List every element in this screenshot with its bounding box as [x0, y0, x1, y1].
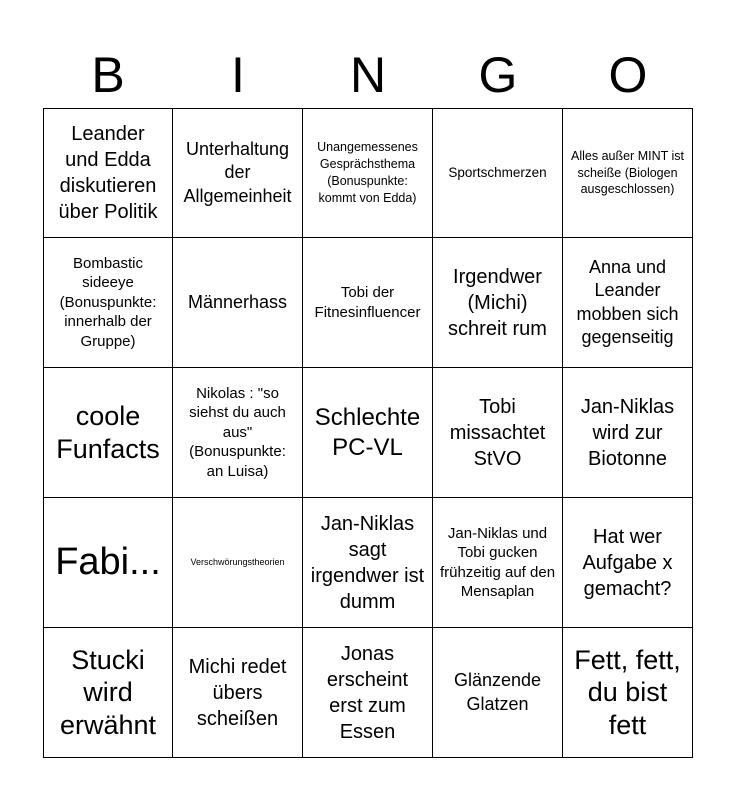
bingo-cell[interactable]: [303, 368, 433, 498]
cell-text: Leander und Edda diskutieren über Politik: [58, 123, 158, 223]
bingo-cell[interactable]: [173, 108, 303, 238]
bingo-cell[interactable]: [563, 368, 693, 498]
cell-text: Jan-Niklas sagt irgendwer ist dumm: [310, 512, 425, 613]
header-letter-b: B: [91, 47, 125, 103]
cell-text: Irgendwer (Michi) schreit rum: [448, 265, 547, 340]
cell-text: Sportschmerzen: [448, 164, 547, 180]
cell-text: Fett, fett, du bist fett: [574, 644, 681, 740]
bingo-cell[interactable]: [43, 628, 173, 758]
bingo-cell[interactable]: [173, 238, 303, 368]
cell-text: Jan-Niklas wird zur Biotonne: [580, 395, 675, 470]
cell-text: coole Funfacts: [56, 401, 160, 464]
cell-text: Tobi missachtet StVO: [449, 395, 546, 470]
bingo-header: [43, 44, 693, 106]
cell-text: Nikolas : "so siehst du auch aus" (Bonuspunkte: an Luisa): [189, 384, 286, 480]
bingo-cell[interactable]: [43, 368, 173, 498]
cell-text: Männerhass: [187, 291, 288, 312]
cell-text: Schlechte PC-VL: [314, 403, 421, 461]
cell-text: Stucki wird erwähnt: [59, 644, 157, 740]
cell-text: Anna und Leander mobben sich gegenseitig: [576, 256, 679, 347]
cell-text: Fabi...: [55, 540, 161, 583]
bingo-cell[interactable]: [43, 108, 173, 238]
bingo-cell[interactable]: [303, 498, 433, 628]
bingo-cell[interactable]: [433, 238, 563, 368]
bingo-board: [43, 108, 693, 758]
cell-text: Jan-Niklas und Tobi gucken frühzeitig auf den Mensaplan: [439, 524, 556, 600]
bingo-cell[interactable]: [303, 108, 433, 238]
cell-text: Hat wer Aufgabe x gemacht?: [582, 525, 673, 600]
bingo-cell[interactable]: [433, 108, 563, 238]
cell-text: Bombastic sideeye (Bonuspunkte: innerhalb der Gruppe): [59, 254, 157, 350]
bingo-cell[interactable]: [433, 498, 563, 628]
header-letter-n: N: [349, 47, 387, 103]
cell-text: Verschwörungstheorien: [190, 556, 285, 567]
cell-text: Michi redet übers scheißen: [188, 655, 287, 730]
bingo-cell[interactable]: [433, 628, 563, 758]
bingo-cell[interactable]: [43, 498, 173, 628]
cell-text: Jonas erscheint erst zum Essen: [326, 642, 409, 743]
bingo-cell[interactable]: [43, 238, 173, 368]
cell-text: Alles außer MINT ist scheiße (Biologen ausgeschlossen): [571, 148, 684, 197]
bingo-cell[interactable]: [303, 628, 433, 758]
bingo-cell[interactable]: [173, 498, 303, 628]
bingo-cell[interactable]: [563, 238, 693, 368]
cell-text: Unterhaltung der Allgemeinheit: [183, 138, 292, 206]
bingo-cell[interactable]: [563, 498, 693, 628]
header-letter-g: G: [478, 47, 518, 103]
bingo-cell[interactable]: [173, 628, 303, 758]
bingo-cell[interactable]: [433, 368, 563, 498]
header-letter-i: I: [231, 47, 245, 103]
header-letter-o: O: [608, 47, 648, 103]
bingo-cell[interactable]: [303, 238, 433, 368]
cell-text: Unangemessenes Gesprächsthema (Bonuspunkte: kommt von Edda): [317, 140, 418, 205]
cell-text: Tobi der Fitnesinfluencer: [314, 284, 421, 321]
cell-text: Glänzende Glatzen: [453, 670, 542, 714]
bingo-cell[interactable]: [563, 108, 693, 238]
bingo-cell[interactable]: [563, 628, 693, 758]
bingo-cell[interactable]: [173, 368, 303, 498]
